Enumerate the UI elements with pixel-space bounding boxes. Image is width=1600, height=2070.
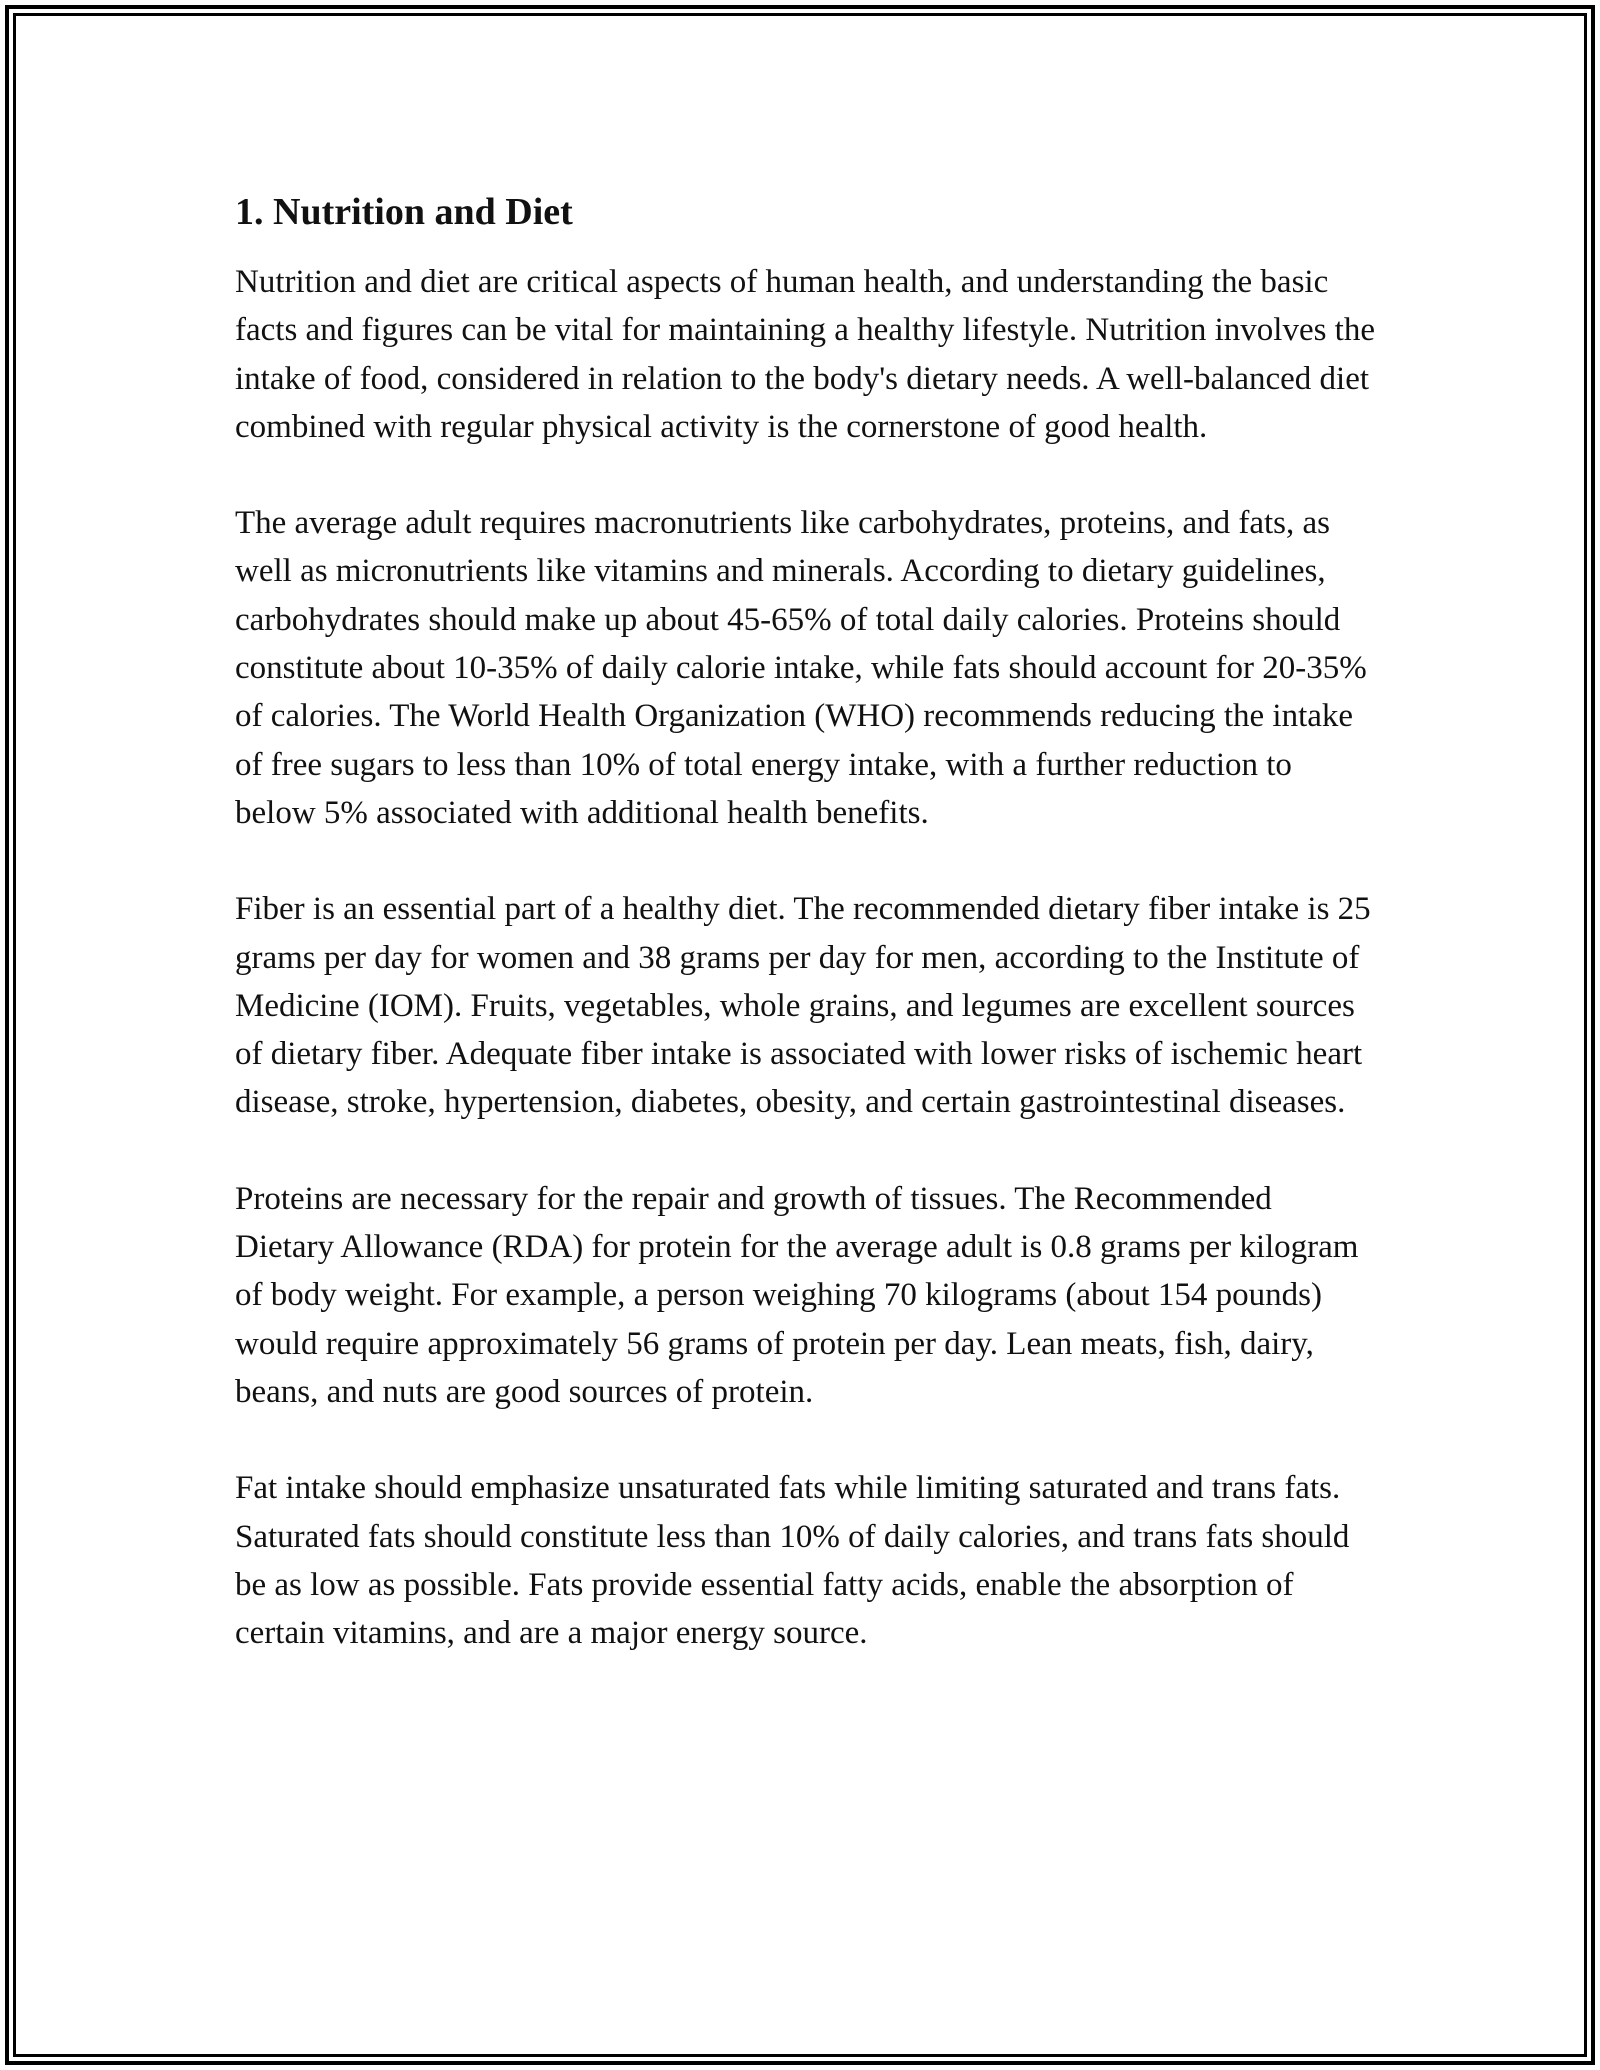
paragraph-macronutrients: The average adult requires macronutrients like carbohydrates, proteins, and fats, as well as micronutrients like vitamins and minerals. According to dietary guidelines, carbohydrates should make up about 45-65% of total daily calories. Proteins should constitute about 10-35% of daily calorie intake, while fats should account for 20-35% of calories. The World Health Organization (WHO) recommends reducing the intake of free sugars to less than 10% of total energy intake, with a further reduction to below 5% associated with additional health benefits. [235, 505, 1367, 831]
paragraph-intro: Nutrition and diet are critical aspects of human health, and understanding the basic facts and figures can be vital for maintaining a healthy lifestyle. Nutrition involves the intake of food, considered in relation to the body's dietary needs. A well-balanced diet combined with regular physical activity is the cornerstone of good health. [235, 264, 1375, 445]
paragraph-fiber: Fiber is an essential part of a healthy diet. The recommended dietary fiber intake is 25 grams per day for women and 38 grams per day for men, according to the Institute of Medicine (IOM). Fruits, vegetables, whole grains, and legumes are excellent sources of dietary fiber. Adequate fiber intake is associated with lower risks of ischemic heart disease, stroke, hypertension, diabetes, obesity, and certain gastrointestinal diseases. [235, 891, 1371, 1121]
document-body [235, 186, 1375, 1705]
paragraph-proteins: Proteins are necessary for the repair and growth of tissues. The Recommended Dietary Allowance (RDA) for protein for the average adult is 0.8 grams per kilogram of body weight. For example, a person weighing 70 kilograms (about 154 pounds) would require approximately 56 grams of protein per day. Lean meats, fish, dairy, beans, and nuts are good sources of protein. [235, 1180, 1359, 1410]
paragraph-fats: Fat intake should emphasize unsaturated fats while limiting saturated and trans fats. Saturated fats should constitute less than 10% of daily calories, and trans fats should be as low as possible. Fats provide essential fatty acids, enable the absorption of certain vitamins, and are a major energy source. [235, 1470, 1350, 1652]
section-title: 1. Nutrition and Diet [235, 191, 573, 233]
